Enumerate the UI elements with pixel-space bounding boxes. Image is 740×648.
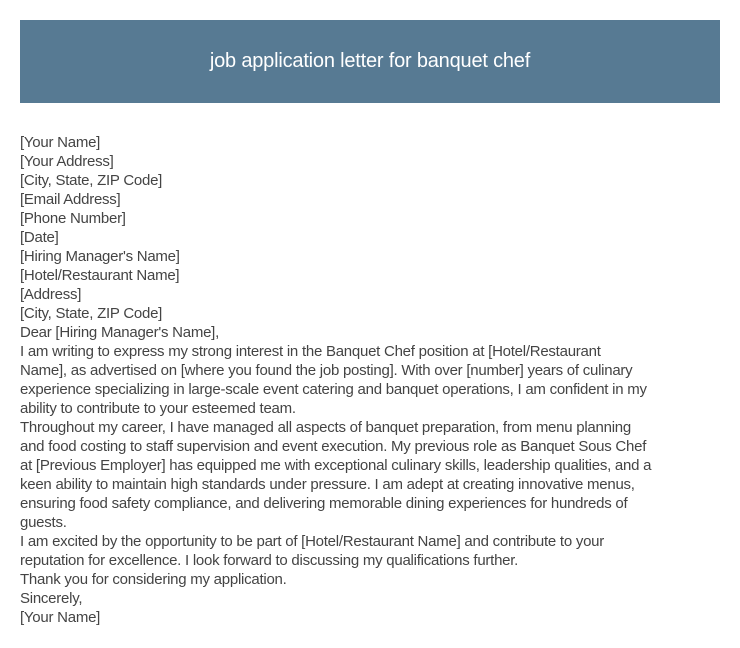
letter-line: [Your Name]	[20, 609, 101, 626]
letter-line: experience specializing in large-scale event catering and banquet operations, I am confident in my	[20, 381, 647, 398]
letter-line: [Phone Number]	[20, 210, 126, 227]
letter-line: [Email Address]	[20, 191, 121, 208]
letter-line: at [Previous Employer] has equipped me with exceptional culinary skills, leadership qualities, and a	[20, 457, 652, 474]
letter-line: [Date]	[20, 229, 59, 246]
letter-line: [Address]	[20, 286, 82, 303]
letter-line: ensuring food safety compliance, and delivering memorable dining experiences for hundreds of	[20, 495, 628, 512]
letter-line: Name], as advertised on [where you found the job posting]. With over [number] years of culinary	[20, 362, 633, 379]
letter-line: [Your Address]	[20, 153, 114, 170]
letter-line: Dear [Hiring Manager's Name],	[20, 324, 220, 341]
letter-body	[20, 133, 730, 627]
letter-line: guests.	[20, 514, 67, 531]
letter-line: [City, State, ZIP Code]	[20, 172, 163, 189]
letter-line: I am writing to express my strong interest in the Banquet Chef position at [Hotel/Restaurant	[20, 343, 601, 360]
letter-line: and food costing to staff supervision and event execution. My previous role as Banquet Sous Chef	[20, 438, 647, 455]
letter-line: [Hiring Manager's Name]	[20, 248, 180, 265]
letter-line: [Hotel/Restaurant Name]	[20, 267, 180, 284]
title-banner	[20, 20, 720, 103]
letter-line: reputation for excellence. I look forward to discussing my qualifications further.	[20, 552, 519, 569]
letter-line: Sincerely,	[20, 590, 83, 607]
letter-line: I am excited by the opportunity to be part of [Hotel/Restaurant Name] and contribute to your	[20, 533, 605, 550]
letter-line: ability to contribute to your esteemed team.	[20, 400, 296, 417]
letter-line: Thank you for considering my application.	[20, 571, 287, 588]
letter-line: Throughout my career, I have managed all aspects of banquet preparation, from menu planning	[20, 419, 631, 436]
letter-line: [City, State, ZIP Code]	[20, 305, 163, 322]
page-title: job application letter for banquet chef	[209, 50, 531, 72]
letter-line: [Your Name]	[20, 134, 101, 151]
letter-line: keen ability to maintain high standards under pressure. I am adept at creating innovative menus,	[20, 476, 635, 493]
